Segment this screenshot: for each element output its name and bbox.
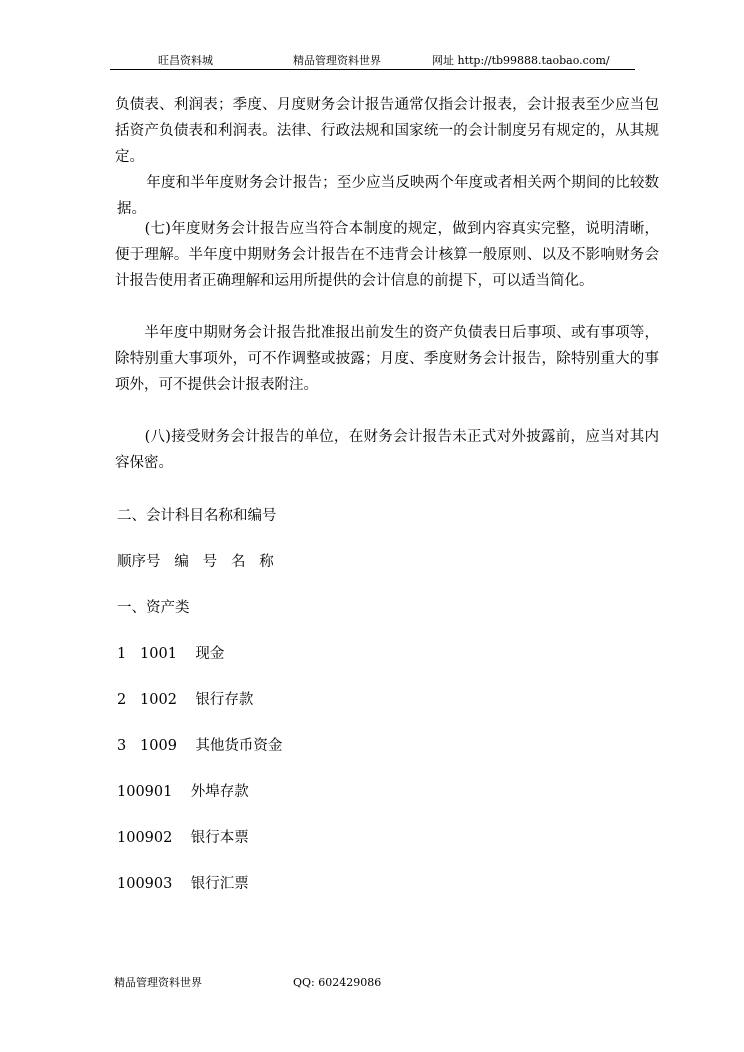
header-site-name: 旺昌资料城 <box>158 54 213 67</box>
list-item: 2 1002 银行存款 <box>117 692 254 708</box>
section-heading: 二、会计科目名称和编号 <box>117 508 277 524</box>
list-item: 100902 银行本票 <box>117 830 249 846</box>
page-header <box>110 53 635 69</box>
paragraph-1: 负债表、利润表；季度、月度财务会计报告通常仅指会计报表，会计报表至少应当包括资产负债表和利润表。法律、行政法规和国家统一的会计制度另有规定的，从其规定。 <box>115 97 659 165</box>
header-url: 网址 http://tb99888.taobao.com/ <box>432 54 610 67</box>
footer-qq: QQ: 602429086 <box>293 976 382 989</box>
list-item: 1 1001 现金 <box>117 646 225 662</box>
list-item: 100901 外埠存款 <box>117 784 249 800</box>
list-category: 一、资产类 <box>117 600 190 616</box>
list-column-header: 顺序号 编 号 名 称 <box>117 554 274 570</box>
footer-brand: 精品管理资料世界 <box>114 976 202 989</box>
paragraph-3: (七)年度财务会计报告应当符合本制度的规定，做到内容真实完整，说明清晰，便于理解。半年度中期财务会计报告在不违背会计核算一般原则、以及不影响财务会计报告使用者正确理解和运用所提供的会计信息的前提下，可以适当简化。 <box>115 221 659 289</box>
header-brand: 精品管理资料世界 <box>293 54 381 67</box>
list-item: 3 1009 其他货币资金 <box>117 738 283 754</box>
paragraph-2: 年度和半年度财务会计报告；至少应当反映两个年度或者相关两个期间的比较数据。 <box>117 175 659 217</box>
paragraph-4: 半年度中期财务会计报告批准报出前发生的资产负债表日后事项、或有事项等，除特别重大事项外，可不作调整或披露；月度、季度财务会计报告，除特别重大的事项外，可不提供会计报表附注。 <box>115 325 659 393</box>
header-divider <box>110 69 635 70</box>
paragraph-5: (八)接受财务会计报告的单位，在财务会计报告未正式对外披露前，应当对其内容保密。 <box>115 429 659 471</box>
list-item: 100903 银行汇票 <box>117 876 249 892</box>
